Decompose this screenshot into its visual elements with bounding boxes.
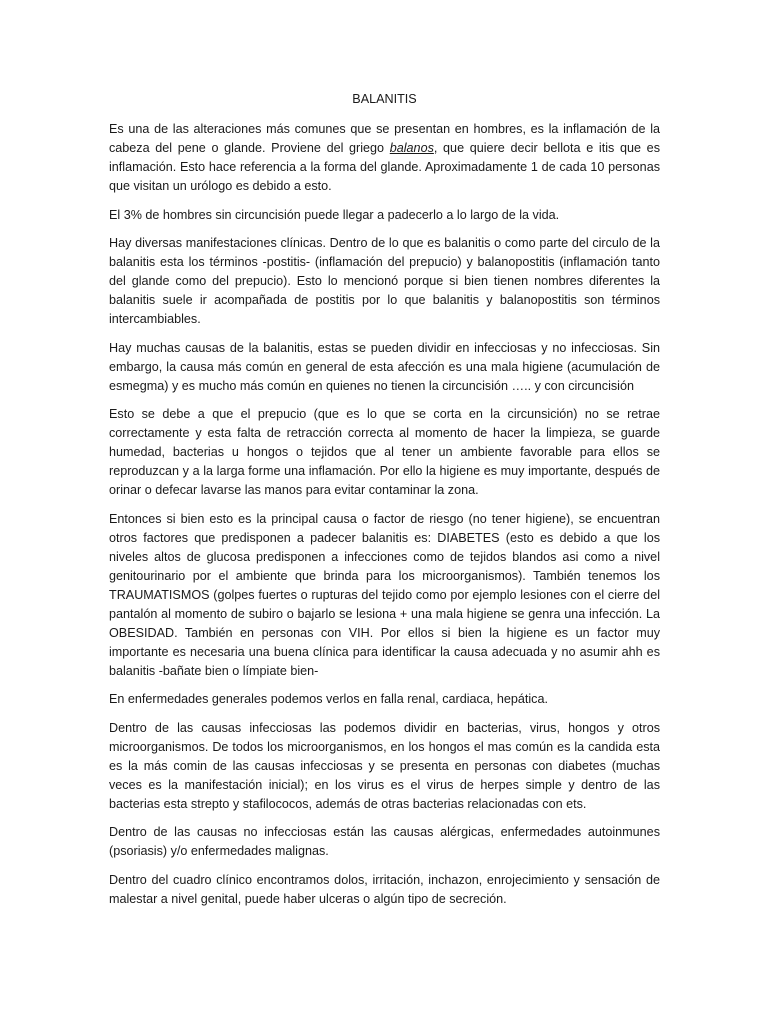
paragraph-non-infectious-causes: Dentro de las causas no infecciosas están las causas alérgicas, enfermedades autoinmunes (psoriasis) y/o enfermedades malignas. [109, 825, 660, 858]
document-page [109, 90, 660, 918]
paragraph-risk-factors: Entonces si bien esto es la principal causa o factor de riesgo (no tener higiene), se encuentran otros factores que predisponen a padecer balanitis es: DIABETES (esto es debido a que los niveles altos de glucosa predisponen a infecciones como de tejidos blandos asi como a nivel genitourinario por el ambiente que brinda para los microorganismos). También tenemos los TRAUMATISMOS (golpes fuertes o rupturas del tejido como por ejemplo lesiones con el cierre del pantalón al momento de subiro o bajarlo se lesiona + una mala higiene se genra una infección. La OBESIDAD. También en personas con VIH. Por ellos si bien la higiene es un factor muy importante es necesaria una buena clínica para identificar la causa adecuada y no asumir ahh es balanitis -bañate bien o límpiate bien- [109, 511, 660, 678]
paragraph-causes: Hay muchas causas de la balanitis, estas se pueden dividir en infecciosas y no infecciosas. Sin embargo, la causa más común en general de esta afección es una mala higiene (acumulación de esmegma) y es mucho más común en quienes no tienen la circuncisión ….. y con circuncisión [109, 340, 660, 393]
term-balanos: balanos [389, 141, 434, 155]
paragraph-infectious-causes: Dentro de las causas infecciosas las podemos dividir en bacterias, virus, hongos y otros microorganismos. De todos los microorganismos, en los hongos el mas común es la candida esta es la más comin de las causas infecciosas y se presenta en personas con diabetes (muchas veces es la manifestación inicial); en los virus es el virus de herpes simple y dentro de las bacterias esta strepto y stafilococos, además de otras bacterias relacionadas con ets. [109, 720, 660, 811]
paragraph-definition-text-b: , que quiere decir bellota e itis que es inflamación. Esto hace referencia a la forma del glande. Aproximadamente 1 de cada 10 personas que visitan un urólogo es debido a esto. [109, 141, 660, 193]
paragraph-hygiene: Esto se debe a que el prepucio (que es lo que se corta en la circunsición) no se retrae correctamente y esta falta de retracción correcta al momento de hacer la limpieza, se guarde humedad, bacterias u hongos o tejidos que al tener un ambiente favorable para ellos se reproduzcan y a la larga forme una inflamación. Por ello la higiene es muy importante, después de orinar o defecar lavarse las manos para evitar contaminar la zona. [109, 407, 660, 497]
paragraph-manifestations: Hay diversas manifestaciones clínicas. Dentro de lo que es balanitis o como parte del circulo de la balanitis esta los términos -postitis- (inflamación del prepucio) y balanopostitis (inflamación tanto del glande como del prepucio). Esto lo mencionó porque si bien tienen nombres diferentes la balanitis suele ir acompañada de postitis por lo que balanitis y balanopostitis son términos intercambiables. [109, 236, 660, 326]
paragraph-prevalence: El 3% de hombres sin circuncisión puede llegar a padecerlo a lo largo de la vida. [109, 207, 560, 222]
paragraph-clinical-picture: Dentro del cuadro clínico encontramos dolos, irritación, inchazon, enrojecimiento y sensación de malestar a nivel genital, puede haber ulceras o algún tipo de secreción. [109, 872, 660, 906]
paragraph-definition-text-a: Es una de las alteraciones más comunes que se presentan en hombres, es la inflamación de la cabeza del pene o glande. Proviene del griego [109, 122, 660, 155]
paragraph-definition [109, 120, 660, 196]
document-title: BALANITIS [352, 92, 417, 106]
paragraph-general-diseases: En enfermedades generales podemos verlos en falla renal, cardiaca, hepática. [109, 692, 548, 706]
